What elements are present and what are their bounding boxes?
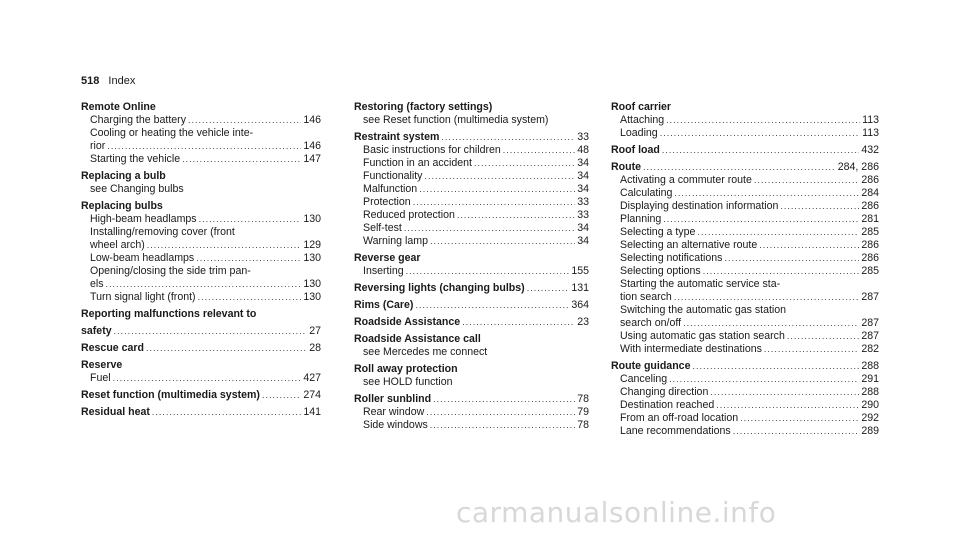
page-reference: 146 (303, 140, 321, 152)
watermark-text: carmanualsonline.info (456, 496, 777, 529)
entry-term: Self-test (363, 222, 402, 234)
page-reference: 34 (577, 183, 589, 195)
page-reference: 281 (861, 213, 879, 225)
entry-term: Roof carrier (611, 101, 672, 113)
page-reference: 130 (303, 252, 321, 264)
index-entry (81, 308, 321, 321)
page-reference: 78 (577, 419, 589, 431)
page-reference: 27 (309, 325, 321, 337)
page-reference: 33 (577, 131, 589, 143)
dot-leader (660, 127, 860, 140)
page-reference: 146 (303, 114, 321, 126)
dot-leader (404, 222, 575, 235)
entry-term: Attaching (620, 114, 665, 126)
dot-leader (674, 187, 859, 200)
entry-term: Warning lamp (363, 235, 428, 247)
entry-term: Remote Online (81, 101, 156, 113)
page-reference: 287 (861, 330, 879, 342)
entry-term: Using automatic gas station search (620, 330, 785, 342)
entry-term: Switching the automatic gas station (620, 304, 787, 316)
index-subentry (81, 140, 321, 153)
page-reference: 147 (303, 153, 321, 165)
index-subentry (354, 222, 589, 235)
page-reference: 34 (577, 157, 589, 169)
dot-leader (419, 183, 575, 196)
page-reference: 274 (303, 389, 321, 401)
index-subentry (81, 372, 321, 385)
index-subentry (81, 278, 321, 291)
dot-leader (441, 131, 575, 144)
index-subentry (354, 114, 589, 127)
index-entry (354, 363, 589, 376)
index-subentry (354, 209, 589, 222)
index-subentry (611, 174, 879, 187)
page-header (81, 74, 135, 88)
page-reference: 282 (861, 343, 879, 355)
index-subentry (611, 399, 879, 412)
dot-leader (413, 196, 576, 209)
entry-term: Cooling or heating the vehicle inte- (90, 127, 254, 139)
page-reference: 34 (577, 170, 589, 182)
entry-term: Reversing lights (changing bulbs) (354, 282, 525, 294)
page-reference: 286 (861, 174, 879, 186)
index-entry (354, 252, 589, 265)
entry-term: Reset function (multimedia system) (81, 389, 260, 401)
entry-term: tion search (620, 291, 672, 303)
index-subentry (354, 419, 589, 432)
entry-term: safety (81, 325, 112, 337)
entry-term: rior (90, 140, 106, 152)
entry-term: wheel arch) (90, 239, 145, 251)
dot-leader (716, 399, 859, 412)
page-reference: 130 (303, 213, 321, 225)
page-reference: 33 (577, 209, 589, 221)
index-entry (81, 170, 321, 183)
entry-term: Replacing bulbs (81, 200, 163, 212)
entry-term: Loading (620, 127, 658, 139)
dot-leader (188, 114, 301, 127)
index-subentry (81, 213, 321, 226)
page-reference: 113 (862, 114, 879, 126)
index-entry (81, 359, 321, 372)
page-reference: 141 (303, 406, 321, 418)
page-reference: 286 (861, 239, 879, 251)
dot-leader (199, 213, 302, 226)
entry-term: Installing/removing cover (front (90, 226, 235, 238)
dot-leader (152, 406, 301, 419)
page-reference: 130 (303, 291, 321, 303)
entry-term: Reporting malfunctions relevant to (81, 308, 257, 320)
entry-term: Fuel (90, 372, 111, 384)
index-subentry (354, 406, 589, 419)
page-reference: 34 (577, 222, 589, 234)
entry-term: search on/off (620, 317, 682, 329)
index-entry (81, 389, 321, 402)
entry-term: see Mercedes me connect (363, 346, 488, 358)
index-subentry (354, 376, 589, 389)
entry-term: Rescue card (81, 342, 145, 354)
page-reference: 28 (309, 342, 321, 354)
entry-term: Roof load (611, 144, 660, 156)
entry-term: Canceling (620, 373, 668, 385)
entry-term: From an off-road location (620, 412, 739, 424)
entry-term: Roadside Assistance (354, 316, 461, 328)
page-number: 518 (81, 75, 100, 87)
index-entry (611, 144, 879, 157)
page-reference: 286 (861, 200, 879, 212)
index-subentry (81, 127, 321, 140)
entry-term: Selecting options (620, 265, 701, 277)
index-entry (81, 342, 321, 355)
entry-term: Replacing a bulb (81, 170, 166, 182)
entry-term: Reverse gear (354, 252, 421, 264)
entry-term: Side windows (363, 419, 428, 431)
index-entry (611, 360, 879, 373)
dot-leader (426, 406, 575, 419)
index-entry (354, 101, 589, 114)
index-subentry (354, 265, 589, 278)
dot-leader (669, 373, 859, 386)
index-subentry (611, 187, 879, 200)
page-reference: 113 (862, 127, 879, 139)
entry-term: Turn signal light (front) (90, 291, 196, 303)
index-subentry (611, 127, 879, 140)
index-entry (611, 161, 879, 174)
index-entry (81, 325, 321, 338)
entry-term: Changing direction (620, 386, 709, 398)
index-subentry (81, 252, 321, 265)
index-entry (611, 101, 879, 114)
entry-term: Lane recommendations (620, 425, 731, 437)
dot-leader (114, 325, 308, 338)
index-subentry (81, 265, 321, 278)
page-reference: 432 (861, 144, 879, 156)
entry-term: Residual heat (81, 406, 150, 418)
index-subentry (81, 153, 321, 166)
page-reference: 292 (861, 412, 879, 424)
index-entry (354, 131, 589, 144)
index-subentry (354, 235, 589, 248)
entry-term: Protection (363, 196, 411, 208)
dot-leader (182, 153, 301, 166)
dot-leader (643, 161, 836, 174)
entry-term: Low-beam headlamps (90, 252, 195, 264)
page-reference: 286 (861, 252, 879, 264)
dot-leader (683, 317, 859, 330)
page-reference: 291 (861, 373, 879, 385)
dot-leader (433, 393, 575, 406)
page-reference: 130 (303, 278, 321, 290)
entry-term: Opening/closing the side trim pan- (90, 265, 251, 277)
index-subentry (611, 265, 879, 278)
entry-term: Functionality (363, 170, 423, 182)
dot-leader (424, 170, 575, 183)
entry-term: Basic instructions for children (363, 144, 501, 156)
entry-term: High-beam headlamps (90, 213, 197, 225)
entry-term: Selecting a type (620, 226, 696, 238)
entry-term: Starting the automatic service sta- (620, 278, 781, 290)
index-subentry (611, 252, 879, 265)
index-subentry (611, 330, 879, 343)
entry-term: Rims (Care) (354, 299, 414, 311)
dot-leader (474, 157, 575, 170)
page-reference: 79 (577, 406, 589, 418)
entry-term: Destination reached (620, 399, 715, 411)
index-subentry (611, 317, 879, 330)
index-entry (81, 406, 321, 419)
index-subentry (354, 144, 589, 157)
dot-leader (754, 174, 859, 187)
page-reference: 129 (303, 239, 321, 251)
index-entry (354, 393, 589, 406)
page-reference: 364 (571, 299, 589, 311)
dot-leader (666, 114, 860, 127)
index-entry (354, 282, 589, 295)
index-entry (81, 200, 321, 213)
entry-term: els (90, 278, 104, 290)
index-subentry (611, 278, 879, 291)
dot-leader (710, 386, 859, 399)
entry-term: Roll away protection (354, 363, 458, 375)
dot-leader (674, 291, 859, 304)
dot-leader (663, 213, 859, 226)
entry-term: Displaying destination information (620, 200, 779, 212)
page-reference: 131 (571, 282, 589, 294)
entry-term: Selecting an alternative route (620, 239, 758, 251)
index-subentry (354, 196, 589, 209)
index-subentry (354, 346, 589, 359)
index-subentry (611, 213, 879, 226)
page-reference: 34 (577, 235, 589, 247)
entry-term: Charging the battery (90, 114, 186, 126)
entry-term: Route (611, 161, 642, 173)
dot-leader (262, 389, 301, 402)
page-reference: 284 (861, 187, 879, 199)
page-reference: 285 (861, 265, 879, 277)
page-reference: 288 (861, 386, 879, 398)
dot-leader (733, 425, 860, 438)
dot-leader (147, 239, 302, 252)
dot-leader (196, 252, 301, 265)
dot-leader (692, 360, 859, 373)
entry-term: Starting the vehicle (90, 153, 181, 165)
page-reference: 289 (861, 425, 879, 437)
entry-term: Reserve (81, 359, 123, 371)
page-reference: 290 (861, 399, 879, 411)
entry-term: Restoring (factory settings) (354, 101, 493, 113)
index-subentry (611, 386, 879, 399)
index-column-3 (611, 101, 879, 438)
index-subentry (611, 304, 879, 317)
entry-term: Inserting (363, 265, 404, 277)
page-reference: 288 (861, 360, 879, 372)
entry-term: see Changing bulbs (90, 183, 184, 195)
page-reference: 287 (861, 291, 879, 303)
entry-term: see HOLD function (363, 376, 453, 388)
dot-leader (146, 342, 307, 355)
index-subentry (81, 226, 321, 239)
page-reference: 78 (577, 393, 589, 405)
index-subentry (354, 157, 589, 170)
section-title: Index (108, 75, 136, 87)
index-subentry (354, 183, 589, 196)
index-subentry (611, 226, 879, 239)
page-reference: 23 (577, 316, 589, 328)
entry-term: Function in an accident (363, 157, 472, 169)
entry-term: Planning (620, 213, 662, 225)
dot-leader (430, 419, 575, 432)
index-column-1 (81, 101, 321, 419)
dot-leader (703, 265, 860, 278)
entry-term: Restraint system (354, 131, 440, 143)
index-subentry (611, 412, 879, 425)
index-subentry (611, 343, 879, 356)
dot-leader (462, 316, 575, 329)
entry-term: With intermediate destinations (620, 343, 762, 355)
entry-term: Selecting notifications (620, 252, 723, 264)
dot-leader (724, 252, 859, 265)
dot-leader (780, 200, 859, 213)
entry-term: Activating a commuter route (620, 174, 752, 186)
dot-leader (406, 265, 570, 278)
dot-leader (527, 282, 570, 295)
entry-term: Rear window (363, 406, 425, 418)
page-reference: 155 (571, 265, 589, 277)
index-subentry (81, 239, 321, 252)
index-subentry (611, 200, 879, 213)
index-subentry (354, 170, 589, 183)
index-subentry (611, 373, 879, 386)
entry-term: Reduced protection (363, 209, 455, 221)
index-entry (354, 333, 589, 346)
entry-term: Malfunction (363, 183, 418, 195)
page-reference: 33 (577, 196, 589, 208)
index-subentry (81, 183, 321, 196)
index-subentry (611, 291, 879, 304)
dot-leader (697, 226, 859, 239)
dot-leader (503, 144, 575, 157)
index-subentry (81, 114, 321, 127)
page-reference: 287 (861, 317, 879, 329)
entry-term: Calculating (620, 187, 673, 199)
dot-leader (415, 299, 569, 312)
index-subentry (611, 114, 879, 127)
index-subentry (81, 291, 321, 304)
index-column-2 (354, 101, 589, 432)
index-subentry (611, 425, 879, 438)
dot-leader (198, 291, 302, 304)
index-subentry (611, 239, 879, 252)
page-reference: 48 (577, 144, 589, 156)
dot-leader (662, 144, 859, 157)
dot-leader (457, 209, 575, 222)
dot-leader (764, 343, 859, 356)
entry-term: Roller sunblind (354, 393, 432, 405)
page-reference: 284, 286 (837, 161, 879, 173)
dot-leader (107, 140, 301, 153)
dot-leader (106, 278, 302, 291)
index-entry (354, 316, 589, 329)
dot-leader (740, 412, 859, 425)
entry-term: Route guidance (611, 360, 691, 372)
entry-term: Roadside Assistance call (354, 333, 481, 345)
entry-term: see Reset function (multimedia system) (363, 114, 549, 126)
page-reference: 427 (303, 372, 321, 384)
dot-leader (430, 235, 575, 248)
index-entry (81, 101, 321, 114)
index-entry (354, 299, 589, 312)
dot-leader (759, 239, 859, 252)
dot-leader (113, 372, 302, 385)
dot-leader (787, 330, 859, 343)
page-reference: 285 (861, 226, 879, 238)
